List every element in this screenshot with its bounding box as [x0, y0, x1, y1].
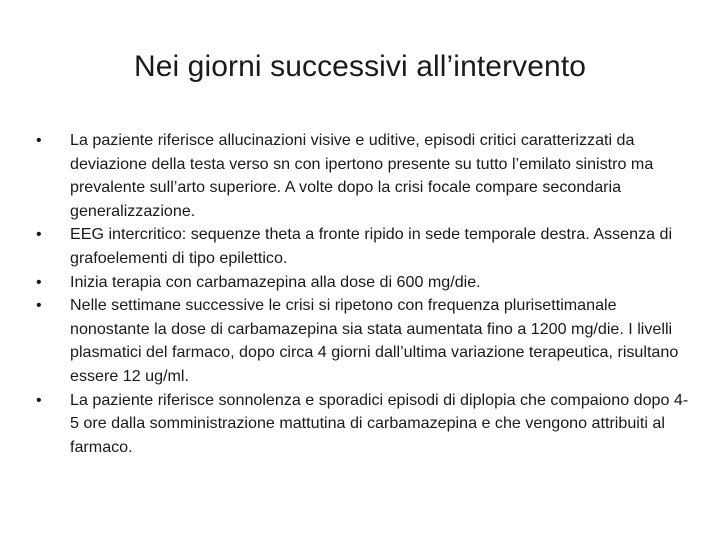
bullet-marker: •	[36, 226, 42, 244]
bullet-item	[36, 294, 690, 388]
bullet-marker: •	[36, 297, 42, 315]
bullet-item	[36, 129, 690, 223]
bullet-list	[36, 129, 690, 459]
bullet-text: Inizia terapia con carbamazepina alla dose di 600 mg/die.	[70, 272, 481, 291]
bullet-marker: •	[36, 273, 42, 291]
bullet-item	[36, 223, 690, 270]
bullet-item	[36, 389, 690, 460]
slide-title: Nei giorni successivi all’intervento	[133, 50, 587, 83]
bullet-text: La paziente riferisce sonnolenza e sporadici episodi di diplopia che compaiono dopo 4-5 ore dalla somministrazione mattutina di carbamazepina e che vengono attribuiti al farmaco.	[70, 390, 689, 456]
bullet-marker: •	[36, 391, 42, 409]
bullet-marker: •	[36, 132, 42, 149]
bullet-text: Nelle settimane successive le crisi si ripetono con frequenza plurisettimanale nonostante la dose di carbamazepina sia stata aumentata fino a 1200 mg/die. I livelli plasmatici del farmaco, dopo circa 4 giorni dall’ultima variazione terapeutica, risultano essere 12 ug/ml.	[70, 296, 679, 385]
bullet-text: La paziente riferisce allucinazioni visive e uditive, episodi critici caratterizzati da deviazione della testa verso sn con ipertono presente su tutto l’emilato sinistro ma prevalente sull’arto superiore. A volte dopo la crisi focale compare secondaria generalizzazione.	[70, 131, 654, 220]
bullet-item	[36, 271, 690, 295]
bullet-text: EEG intercritico: sequenze theta a fronte ripido in sede temporale destra. Assenza di grafoelementi di tipo epilettico.	[70, 225, 673, 267]
